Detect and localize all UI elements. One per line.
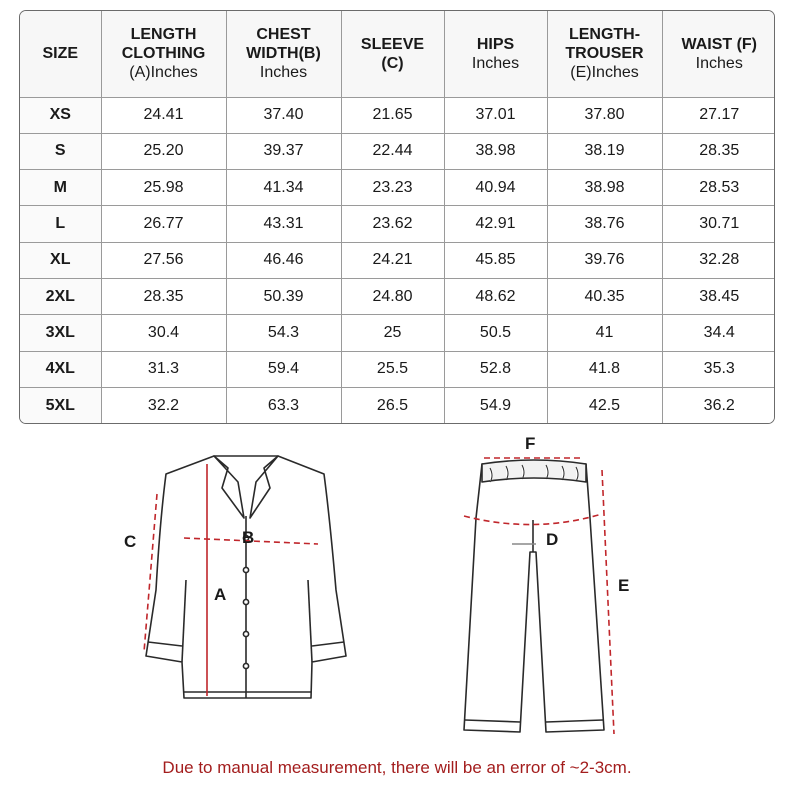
size-cell: XS [20,97,101,133]
measurement-cell: 34.4 [662,315,775,351]
column-header-unit: (A)Inches [129,64,198,82]
measurement-cell: 45.85 [444,242,547,278]
measurement-diagram [0,430,794,760]
measurement-cell: 38.98 [547,170,662,206]
measurement-error-note: Due to manual measurement, there will be an error of ~2-3cm. [162,758,632,777]
size-cell: S [20,133,101,169]
measurement-cell: 24.41 [101,97,226,133]
measurement-cell: 32.2 [101,388,226,423]
column-header-label: TROUSER [565,45,644,63]
measurement-cell: 41.8 [547,351,662,387]
table-row [20,351,775,387]
column-header-label: CLOTHING [121,45,206,63]
measurement-cell: 27.17 [662,97,775,133]
table-row [20,315,775,351]
measurement-cell: 50.5 [444,315,547,351]
size-cell: L [20,206,101,242]
measurement-cell: 28.35 [662,133,775,169]
garment-illustration [0,430,794,760]
column-header-label: LENGTH [130,26,197,44]
table-row [20,170,775,206]
column-header-unit: Inches [695,54,743,72]
measurement-cell: 26.5 [341,388,444,423]
measurement-cell: 42.91 [444,206,547,242]
column-header [662,11,775,97]
size-cell: M [20,170,101,206]
measurement-cell: 37.40 [226,97,341,133]
measurement-cell: 43.31 [226,206,341,242]
measurement-cell: 37.01 [444,97,547,133]
column-header-label: SLEEVE [360,35,425,53]
measurement-cell: 26.77 [101,206,226,242]
measurement-cell: 25 [341,315,444,351]
table-row [20,279,775,315]
shirt-button [243,631,248,636]
size-cell: 4XL [20,351,101,387]
label-c: C [124,532,137,551]
measurement-cell: 28.35 [101,279,226,315]
size-cell: 3XL [20,315,101,351]
measurement-cell: 63.3 [226,388,341,423]
pants-outline [464,464,604,732]
label-e: E [618,576,630,595]
measurement-cell: 38.19 [547,133,662,169]
table-body [20,97,775,423]
measurement-cell: 25.5 [341,351,444,387]
measurement-cell: 50.39 [226,279,341,315]
measurement-cell: 38.45 [662,279,775,315]
measure-line-e [602,470,614,734]
table-row [20,242,775,278]
measurement-cell: 25.20 [101,133,226,169]
measurement-cell: 38.98 [444,133,547,169]
measurement-cell: 23.23 [341,170,444,206]
size-cell: 5XL [20,388,101,423]
measurement-cell: 48.62 [444,279,547,315]
measurement-cell: 46.46 [226,242,341,278]
measurement-cell: 39.37 [226,133,341,169]
measurement-cell: 30.4 [101,315,226,351]
column-header [341,11,444,97]
label-f: F [525,434,536,453]
pants-waistband [482,460,586,482]
measurement-cell: 25.98 [101,170,226,206]
measurement-cell: 24.21 [341,242,444,278]
measurement-cell: 21.65 [341,97,444,133]
measurement-cell: 23.62 [341,206,444,242]
measurement-cell: 37.80 [547,97,662,133]
column-header [226,11,341,97]
table-row [20,133,775,169]
label-a: A [214,585,227,604]
size-chart-table [20,11,775,423]
table-row [20,388,775,423]
column-header [444,11,547,97]
pants-illustration [464,460,604,732]
measurement-cell: 54.3 [226,315,341,351]
column-header-label: (C) [381,54,404,72]
label-b: B [242,528,255,547]
measurement-cell: 28.53 [662,170,775,206]
measurement-cell: 24.80 [341,279,444,315]
column-header-unit: Inches [471,54,520,72]
measurement-cell: 35.3 [662,351,775,387]
measurement-cell: 40.94 [444,170,547,206]
measurement-cell: 40.35 [547,279,662,315]
measurement-cell: 41 [547,315,662,351]
measurement-cell: 41.34 [226,170,341,206]
measurement-cell: 54.9 [444,388,547,423]
table-row [20,206,775,242]
measurement-cell: 52.8 [444,351,547,387]
measurement-cell: 38.76 [547,206,662,242]
measurement-cell: 32.28 [662,242,775,278]
shirt-button [243,567,248,572]
measurement-cell: 42.5 [547,388,662,423]
measurement-cell: 27.56 [101,242,226,278]
measurement-cell: 30.71 [662,206,775,242]
column-header-label: CHEST [256,26,311,44]
measurement-cell: 59.4 [226,351,341,387]
column-header-label: HIPS [476,35,515,53]
measurement-cell: 22.44 [341,133,444,169]
size-cell: XL [20,242,101,278]
column-header [101,11,226,97]
size-chart-table-wrapper [19,10,775,424]
column-header [547,11,662,97]
column-header-label: WIDTH(B) [246,45,321,63]
label-d: D [546,530,559,549]
measurement-cell: 39.76 [547,242,662,278]
column-header-label: WAIST (F) [681,35,758,53]
column-header [20,11,101,97]
measurement-cell: 31.3 [101,351,226,387]
column-header-unit: Inches [259,64,308,82]
shirt-button [243,599,248,604]
size-cell: 2XL [20,279,101,315]
table-header-row [20,11,775,97]
shirt-illustration [146,456,346,698]
measurement-cell: 36.2 [662,388,775,423]
column-header-label: SIZE [42,45,79,63]
table-row [20,97,775,133]
column-header-unit: (E)Inches [570,64,639,82]
column-header-label: LENGTH- [568,26,641,44]
shirt-button [243,663,248,668]
